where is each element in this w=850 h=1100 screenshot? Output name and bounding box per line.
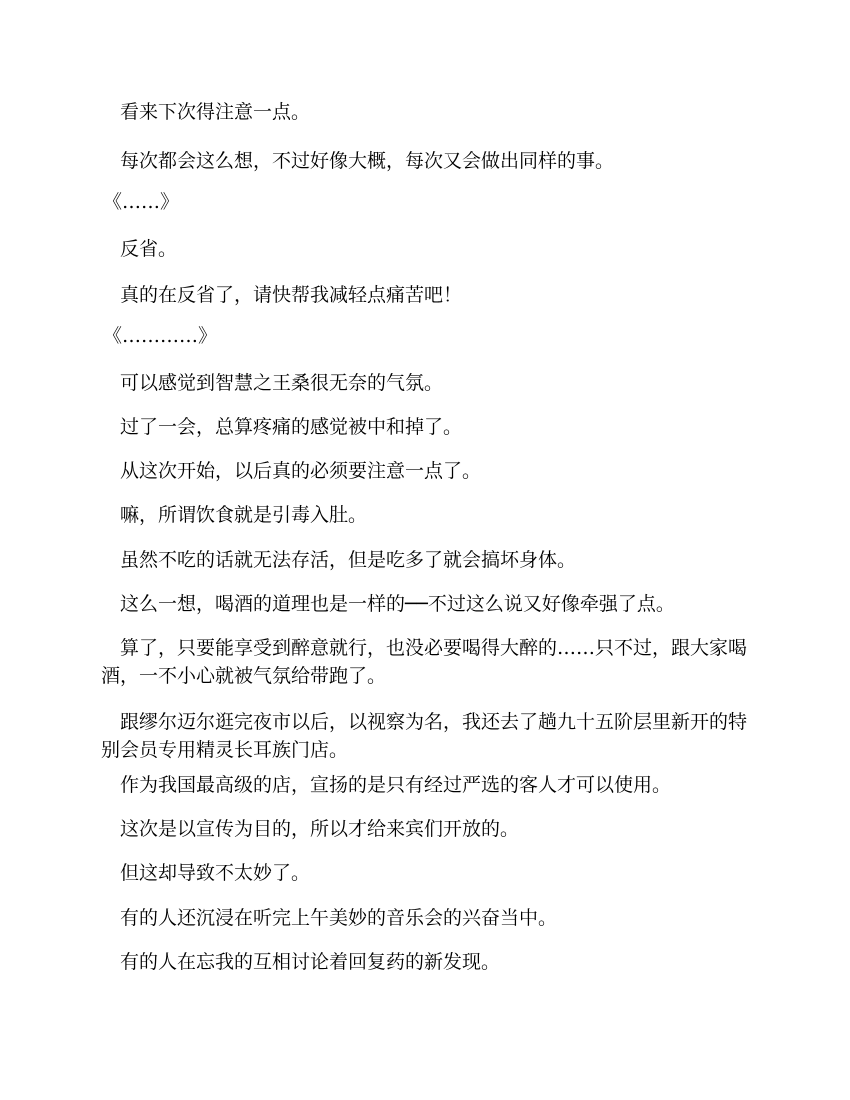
paragraph-12: 这么一想，喝酒的道理也是一样的──不过这么说又好像牵强了点。 bbox=[120, 593, 675, 615]
paragraph-18: 有的人还沉浸在听完上午美妙的音乐会的兴奋当中。 bbox=[120, 907, 558, 929]
paragraph-13: 算了，只要能享受到醉意就行，也没必要喝得大醉的……只不过，跟大家喝酒，一不小心就被气氛给带跑了。 bbox=[101, 637, 748, 687]
paragraph-10: 嘛，所谓饮食就是引毒入肚。 bbox=[120, 504, 368, 526]
paragraph-7: 可以感觉到智慧之王桑很无奈的气氛。 bbox=[120, 372, 444, 394]
paragraph-15: 作为我国最高级的店，宣扬的是只有经过严选的客人才可以使用。 bbox=[120, 774, 672, 796]
paragraph-19: 有的人在忘我的互相讨论着回复药的新发现。 bbox=[120, 951, 501, 973]
paragraph-3: 《……》 bbox=[103, 191, 180, 213]
paragraph-8: 过了一会，总算疼痛的感觉被中和掉了。 bbox=[120, 416, 463, 438]
paragraph-11: 虽然不吃的话就无法存活，但是吃多了就会搞坏身体。 bbox=[120, 549, 577, 571]
paragraph-2: 每次都会这么想，不过好像大概，每次又会做出同样的事。 bbox=[120, 150, 615, 172]
paragraph-16: 这次是以宣传为目的，所以才给来宾们开放的。 bbox=[120, 818, 520, 840]
paragraph-9: 从这次开始，以后真的必须要注意一点了。 bbox=[120, 460, 482, 482]
paragraph-6: 《…………》 bbox=[103, 325, 218, 347]
paragraph-14: 跟缪尔迈尔逛完夜市以后，以视察为名，我还去了趟九十五阶层里新开的特别会员专用精灵长耳族门店。 bbox=[101, 711, 748, 761]
paragraph-17: 但这却导致不太妙了。 bbox=[120, 862, 311, 884]
paragraph-5: 真的在反省了，请快帮我减轻点痛苦吧！ bbox=[120, 284, 463, 306]
paragraph-4: 反省。 bbox=[120, 238, 178, 260]
paragraph-1: 看来下次得注意一点。 bbox=[120, 101, 311, 123]
